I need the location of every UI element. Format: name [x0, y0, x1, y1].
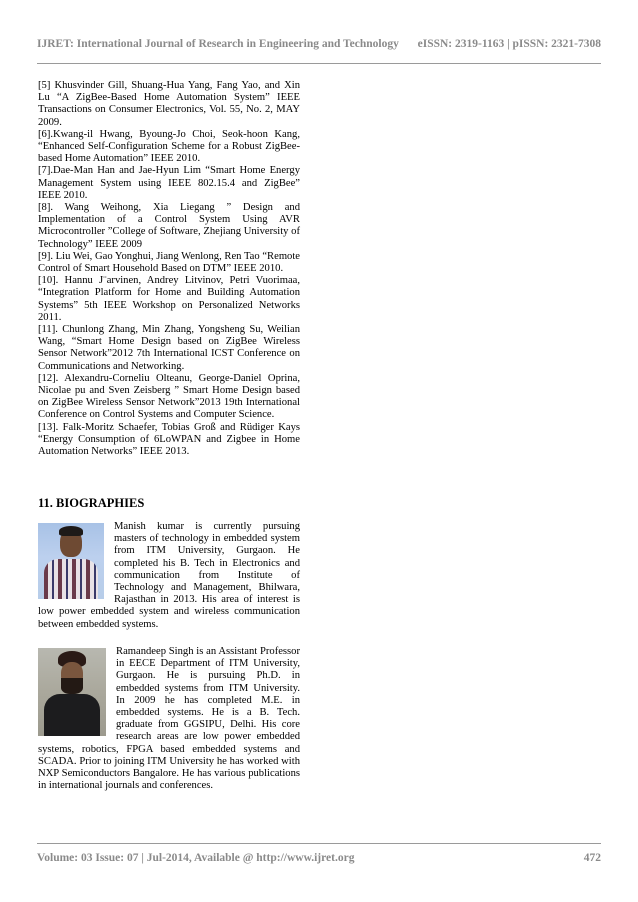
- reference-item: [13]. Falk-Moritz Schaefer, Tobias Groß and Rüdiger Kays “Energy Consumption of 6LoWPAN and Zigbee in Home Automation Networks” IEEE 2013.: [38, 421, 300, 458]
- biography-2: [38, 646, 300, 792]
- reference-item: [9]. Liu Wei, Gao Yonghui, Jiang Wenlong, Ren Tao “Remote Control of Smart Household Based on DTM” IEEE 2010.: [38, 250, 300, 275]
- reference-item: [11]. Chunlong Zhang, Min Zhang, Yongsheng Su, Weilian Wang, “Smart Home Design based on ZigBee Wireless Sensor Network”2012 7th International ICST Conference on Communications and Networking.: [38, 324, 300, 372]
- biography-text: Ramandeep Singh is an Assistant Professor in EECE Department of ITM University, Gurgaon. He is pursuing Ph.D. in embedded systems from ITM University. In 2009 he has completed M.E. in embedded systems. He is a B. Tech. graduate from GGSIPU, Delhi. His core research areas are low power embedded systems, robotics, FPGA based embedded systems and SCADA. Prior to joining ITM University he has worked with NXP Semiconductors Bangalore. He has various publications in international journals and conferences.: [38, 646, 300, 792]
- page-footer: [37, 852, 601, 868]
- reference-item: [6].Kwang-il Hwang, Byoung-Jo Choi, Seok-hoon Kang, “Enhanced Self-Configuration Scheme for a Robust ZigBee-based Home Automation” IEEE 2010.: [38, 128, 300, 165]
- biography-text: Manish kumar is currently pursuing masters of technology in embedded system from ITM University, Gurgaon. He completed his B. Tech in Electronics and communication from Institute of Technology and Management, Bhilwara, Rajasthan in 2013. His area of interest is low power embedded system and wireless communication between embedded systems.: [38, 521, 300, 630]
- biography-1: [38, 521, 300, 631]
- reference-item: [12]. Alexandru-Corneliu Olteanu, George-Daniel Oprina, Nicolae pu and Sven Zeisberg ” Smart Home Design based on ZigBee Wireless Sensor Network”2013 19th International Conference on Control Systems and Computer Science.: [38, 372, 300, 421]
- section-title: 11. BIOGRAPHIES: [38, 496, 145, 510]
- reference-item: [7].Dae-Man Han and Jae-Hyun Lim “Smart Home Energy Management System using IEEE 802.15.4 and ZigBee” IEEE 2010.: [38, 165, 300, 201]
- reference-item: [10]. Hannu J¨arvinen, Andrey Litvinov, Petri Vuorimaa, “Integration Platform for Home and Building Automation Systems” 5th IEEE Workshop on Personalized Networks 2011.: [38, 275, 300, 323]
- footer-rule: [37, 843, 601, 844]
- journal-name: IJRET: International Journal of Research in Engineering and Technology: [37, 38, 399, 50]
- header-rule: [37, 63, 601, 64]
- author-photo: [38, 648, 106, 736]
- reference-item: [8]. Wang Weihong, Xia Liegang ” Design and Implementation of a Control System Using AVR Microcontroller ”College of Software, Zhejiang University of Technology” IEEE 2009: [38, 202, 300, 250]
- volume-info: Volume: 03 Issue: 07 | Jul-2014, Available @ http://www.ijret.org: [37, 852, 355, 864]
- page-header: [37, 38, 601, 54]
- reference-item: [5] Khusvinder Gill, Shuang-Hua Yang, Fang Yao, and Xin Lu “A ZigBee-Based Home Automation System” IEEE Transactions on Consumer Electronics, Vol. 55, No. 2, MAY 2009.: [38, 80, 300, 128]
- page-number: 472: [583, 852, 601, 864]
- references-list: [38, 80, 300, 458]
- issn-info: eISSN: 2319-1163 | pISSN: 2321-7308: [417, 38, 601, 50]
- author-photo: [38, 523, 104, 599]
